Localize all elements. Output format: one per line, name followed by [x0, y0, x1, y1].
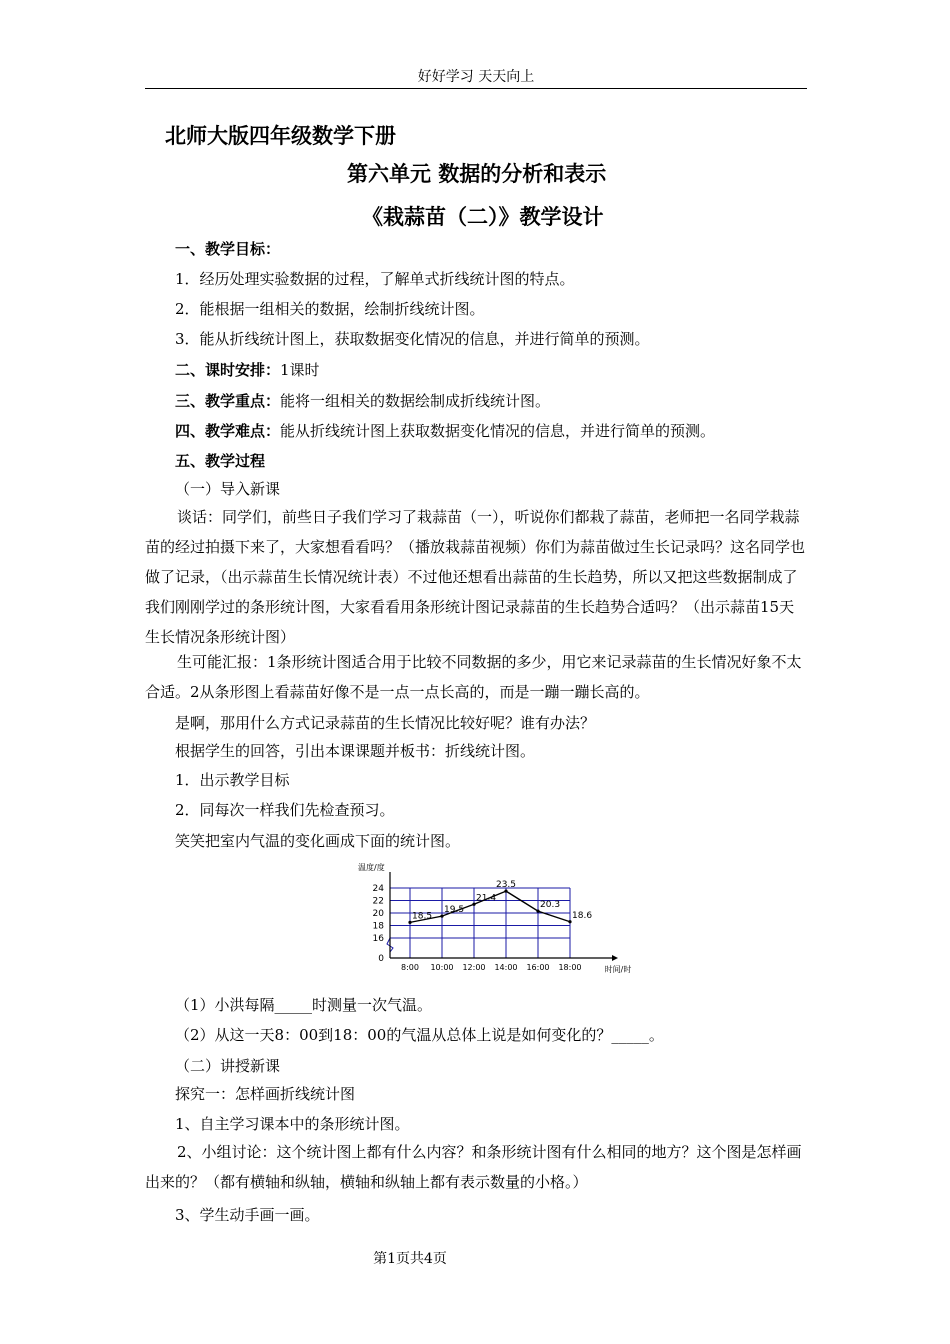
- header-rule: [145, 88, 807, 89]
- key-point-line: 三、教学重点：能将一组相关的数据绘制成折线统计图。: [175, 392, 551, 410]
- data-label: 18.5: [412, 911, 433, 922]
- unit-title: 第六单元 数据的分析和表示: [347, 162, 607, 186]
- question-1: （1）小洪每隔_____时测量一次气温。: [175, 996, 433, 1014]
- intro-heading: （一）导入新课: [175, 480, 281, 498]
- y-tick-label: 20: [372, 909, 384, 919]
- objectives-heading: 一、教学目标：: [175, 240, 281, 258]
- difficulty-line: 四、教学难点：能从折线统计图上获取数据变化情况的信息，并进行简单的预测。: [175, 422, 716, 440]
- data-label: 18.6: [572, 910, 593, 921]
- y-tick-label: 18: [372, 921, 384, 932]
- body-line: 1．出示教学目标: [175, 771, 290, 789]
- step-1: 1、自主学习课本中的条形统计图。: [175, 1115, 410, 1133]
- y-axis-title: 温度/度: [358, 863, 385, 872]
- x-axis-title: 时间/时: [604, 965, 632, 974]
- process-heading: 五、教学过程: [175, 452, 266, 470]
- y-tick-label: 22: [372, 896, 384, 907]
- schedule-line: 二、课时安排：1课时: [175, 361, 320, 379]
- lesson-title: 《栽蒜苗（二）》教学设计: [362, 205, 604, 229]
- x-tick-label: 18:00: [558, 963, 582, 972]
- explore-heading: 探究一：怎样画折线统计图: [175, 1085, 356, 1103]
- objective-item: 3．能从折线统计图上，获取数据变化情况的信息，并进行简单的预测。: [175, 330, 650, 348]
- body-line: 根据学生的回答，引出本课课题并板书：折线统计图。: [175, 742, 536, 760]
- objective-item: 2．能根据一组相关的数据，绘制折线统计图。: [175, 300, 485, 318]
- x-tick-label: 16:00: [526, 963, 550, 972]
- x-tick-label: 12:00: [462, 963, 486, 972]
- y-tick-label: 16: [372, 934, 384, 944]
- y-tick-label: 0: [378, 954, 384, 964]
- page-footer: 第1页共4页: [373, 1251, 447, 1267]
- body-line: 笑笑把室内气温的变化画成下面的统计图。: [175, 832, 461, 850]
- data-label: 20.3: [540, 900, 561, 911]
- x-tick-label: 10:00: [430, 963, 454, 972]
- x-tick-label: 14:00: [494, 963, 518, 972]
- data-label: 21.4: [476, 893, 497, 904]
- data-label: 23.5: [495, 880, 517, 891]
- temperature-line-chart: [350, 860, 650, 980]
- data-label: 19.5: [444, 905, 465, 916]
- y-tick-label: 24: [372, 884, 384, 894]
- step-2: 2、小组讨论：这个统计图上都有什么内容？和条形统计图有什么相同的地方？这个图是怎样画出来的？（都有横轴和纵轴，横轴和纵轴上都有表示数量的小格。）: [145, 1143, 802, 1191]
- question-2: （2）从这一天8：00到18：00的气温从总体上说是如何变化的？_____。: [175, 1026, 664, 1044]
- body-line: 是啊，那用什么方式记录蒜苗的生长情况比较好呢？谁有办法？: [175, 714, 596, 732]
- page-header: 好好学习 天天向上: [417, 69, 535, 85]
- x-tick-label: 8:00: [401, 963, 419, 972]
- new-lesson-heading: （二）讲授新课: [175, 1057, 281, 1075]
- book-title: 北师大版四年级数学下册: [165, 124, 396, 148]
- x-axis-arrow: [612, 955, 618, 961]
- step-3: 3、学生动手画一画。: [175, 1206, 320, 1224]
- intro-paragraph: 谈话：同学们，前些日子我们学习了栽蒜苗（一），听说你们都栽了蒜苗，老师把一名同学栽蒜苗的经过拍摄下来了，大家想看看吗？（播放栽蒜苗视频）你们为蒜苗做过生长记录吗？这名同学也做了记录，（出示蒜苗生长情况统计表）不过他还想看出蒜苗的生长趋势，所以又把这些数据制成了我们刚刚学过的条形统计图，大家看看用条形统计图记录蒜苗的生长趋势合适吗？（出示蒜苗15天生长情况条形统计图）: [145, 508, 806, 646]
- body-line: 2．同每次一样我们先检查预习。: [175, 801, 395, 819]
- student-report-paragraph: 生可能汇报：1条形统计图适合用于比较不同数据的多少，用它来记录蒜苗的生长情况好象不太合适。2从条形图上看蒜苗好像不是一点一点长高的，而是一蹦一蹦长高的。: [145, 653, 802, 701]
- objective-item: 1．经历处理实验数据的过程，了解单式折线统计图的特点。: [175, 270, 575, 288]
